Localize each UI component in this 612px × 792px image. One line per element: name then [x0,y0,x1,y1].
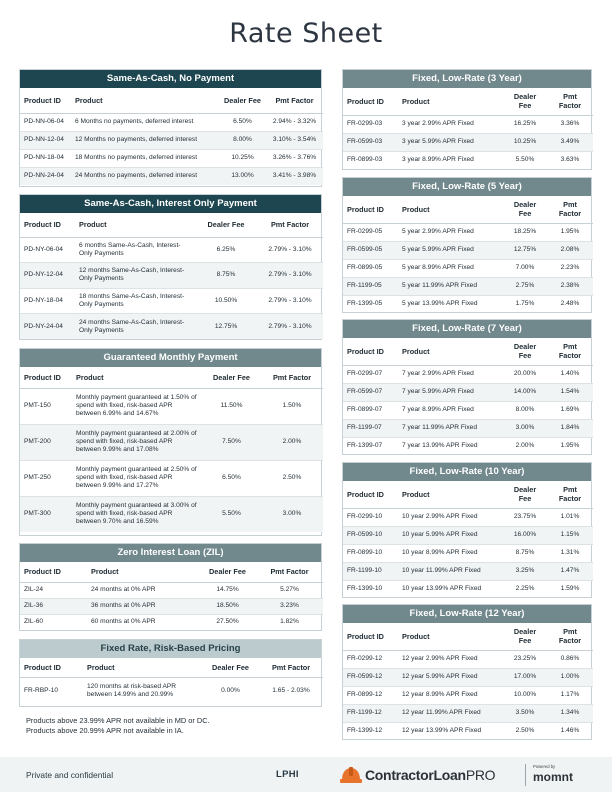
product-id-cell: FR-1199-10 [343,562,398,580]
table-sac-no-payment [19,69,322,187]
product-cell: 12 year 13.99% APR Fixed [402,727,482,735]
col-header: Product [83,658,202,677]
col-header: Product ID [20,213,75,237]
product-cell: 36 months at 0% APR [87,598,199,614]
product-id-cell: PD-NY-18-04 [20,288,75,314]
product-cell: 12 year 2.99% APR Fixed [398,650,503,668]
product-cell: Monthly payment guaranteed at 2.00% of spend with fixed, risk-based APR between 9.99% and 17.08% [72,424,202,460]
dealer-fee-cell: 3.25% [503,562,547,580]
table-row [343,437,593,455]
pmt-factor-cell: 2.00% [261,424,323,460]
page-footer [0,757,612,792]
col-header: Pmt Factor [547,338,593,365]
pmt-factor-cell: 1.40% [547,365,593,383]
product-id-cell: FR-0899-07 [343,401,398,419]
col-header: Dealer Fee [503,623,547,650]
pmt-factor-cell: 3.26% - 3.76% [266,149,323,167]
table-row [343,151,593,169]
table-title: Fixed, Low-Rate (3 Year) [343,70,591,88]
col-header: Product ID [343,88,398,115]
pmt-factor-cell: 2.79% - 3.10% [257,288,323,314]
col-header: Product ID [343,623,398,650]
product-cell: 18 months Same-As-Cash, Interest-Only Payments [75,288,195,314]
pmt-factor-cell: 2.79% - 3.10% [257,263,323,289]
pmt-factor-cell: 5.27% [256,582,323,598]
page-title: Rate Sheet [229,18,383,49]
product-cell: 10 year 11.99% APR Fixed [398,562,503,580]
product-id-cell: PD-NN-12-04 [20,131,71,149]
dealer-fee-cell: 3.50% [503,704,547,722]
table-row [343,580,593,598]
table-row [343,704,593,722]
brand-bold: ContractorLoan [365,767,466,783]
col-header: Product [398,338,503,365]
pmt-factor-cell: 1.46% [560,727,580,735]
dealer-fee-cell: 2.25% [515,585,535,593]
dealer-fee-cell: 14.00% [503,383,547,401]
pmt-factor-cell: 2.38% [547,277,593,295]
footnote: Products above 20.99% APR not available in IA. [26,725,184,735]
table-row [343,115,593,133]
pmt-factor-cell: 3.10% - 3.54% [266,131,323,149]
col-header: Product [398,623,503,650]
pmt-factor-cell: 3.23% [256,598,323,614]
product-cell: 60 months at 0% APR [91,618,156,626]
footnotes [26,716,210,735]
product-cell: 24 months at 0% APR [87,582,199,598]
dealer-fee-cell: 7.00% [503,259,547,277]
dealer-fee-cell: 16.00% [503,526,547,544]
table-zil [19,543,322,631]
table-row [343,562,593,580]
pmt-factor-cell: 1.47% [547,562,593,580]
product-cell: 5 year 8.99% APR Fixed [398,259,503,277]
dealer-fee-cell: 11.50% [202,388,261,424]
dealer-fee-cell: 7.50% [202,424,261,460]
table-row [343,686,593,704]
product-id-cell: FR-0899-12 [343,686,398,704]
table-sac-interest-only [19,194,322,340]
product-cell: Monthly payment guaranteed at 1.50% of spend with fixed, risk-based APR between 6.99% and 14.67% [72,388,202,424]
product-id-cell: PMT-150 [20,388,72,424]
product-cell: 6 Months no payments, deferred interest [71,113,219,131]
table-title: Same-As-Cash, No Payment [20,70,321,88]
col-header: Product [398,481,503,508]
col-header: Dealer Fee [219,88,266,113]
dealer-fee-cell: 5.50% [202,496,261,532]
dealer-fee-cell: 8.00% [219,131,266,149]
col-header: Pmt Factor [261,367,323,388]
table-row [20,131,323,149]
dealer-fee-cell: 8.75% [195,263,257,289]
table-row [343,241,593,259]
product-cell: Monthly payment guaranteed at 3.00% of spend with fixed, risk-based APR between 9.70% and 16.59% [72,496,202,532]
pmt-factor-cell: 1.17% [547,686,593,704]
table-title: Same-As-Cash, Interest Only Payment [20,195,321,213]
product-id-cell: FR-1199-12 [343,704,398,722]
table-row [20,237,323,263]
table-fixed-7-year [342,319,592,455]
dealer-fee-cell: 16.25% [503,115,547,133]
dealer-fee-cell: 2.75% [503,277,547,295]
dealer-fee-cell: 20.00% [503,365,547,383]
col-header: Dealer Fee [202,658,259,677]
product-cell: 18 Months no payments, deferred interest [71,149,219,167]
col-header: Dealer Fee [199,562,256,582]
col-header: Product ID [343,338,398,365]
col-header: Product ID [343,481,398,508]
footer-code: LPHI [276,769,299,780]
product-id-cell: FR-1399-12 [347,727,383,735]
product-id-cell: PD-NN-06-04 [20,113,71,131]
dealer-fee-cell: 17.00% [503,668,547,686]
product-cell: 10 year 5.99% APR Fixed [398,526,503,544]
product-cell: 12 year 8.99% APR Fixed [398,686,503,704]
pmt-factor-cell: 1.00% [547,668,593,686]
product-id-cell: FR-0299-10 [343,508,398,526]
footnote: Products above 23.99% APR not available in MD or DC. [26,716,210,725]
col-header: Dealer Fee [503,196,547,223]
table-title: Fixed Rate, Risk-Based Pricing [20,640,321,658]
col-header: Product [72,367,202,388]
table-row [20,424,323,460]
dealer-fee-cell: 2.00% [515,442,535,450]
product-id-cell: FR-1399-05 [347,300,383,308]
dealer-fee-cell: 6.25% [195,237,257,263]
table-row [343,650,593,668]
pmt-factor-cell: 1.65 - 2.03% [272,687,310,695]
pmt-factor-cell: 1.54% [547,383,593,401]
table-row [20,388,323,424]
col-header: Product [398,88,503,115]
pmt-factor-cell: 1.15% [547,526,593,544]
product-cell: 24 months Same-As-Cash, Interest-Only Payments [75,314,195,340]
product-cell: 12 months Same-As-Cash, Interest-Only Payments [75,263,195,289]
dealer-fee-cell: 12.75% [503,241,547,259]
col-header: Product ID [20,367,72,388]
col-header: Dealer Fee [503,338,547,365]
table-row [20,263,323,289]
table-row [343,668,593,686]
pmt-factor-cell: 3.36% [547,115,593,133]
product-id-cell: PD-NY-12-04 [20,263,75,289]
momnt-logo: momnt [533,770,573,784]
product-id-cell: ZIL-24 [20,582,87,598]
pmt-factor-cell: 3.41% - 3.98% [266,167,323,185]
pmt-factor-cell: 1.34% [547,704,593,722]
table-row [343,508,593,526]
product-cell: 5 year 2.99% APR Fixed [398,223,503,241]
table-fixed-5-year [342,177,592,313]
table-row [343,295,593,313]
table-row [343,277,593,295]
table-row [343,722,593,740]
col-header: Pmt Factor [256,562,323,582]
pmt-factor-cell: 2.23% [547,259,593,277]
pmt-factor-cell: 1.82% [280,618,299,626]
col-header: Dealer Fee [503,88,547,115]
pmt-factor-cell: 1.84% [547,419,593,437]
dealer-fee-cell: 27.50% [216,618,239,626]
product-id-cell: FR-RBP-10 [24,687,59,695]
product-cell: 12 year 11.99% APR Fixed [398,704,503,722]
col-header: Pmt Factor [547,623,593,650]
product-id-cell: FR-0299-03 [343,115,398,133]
product-id-cell: FR-0599-12 [343,668,398,686]
product-cell: 6 months Same-As-Cash, Interest-Only Payments [75,237,195,263]
dealer-fee-cell: 5.50% [515,156,535,164]
table-row [343,401,593,419]
dealer-fee-cell: 23.25% [503,650,547,668]
pmt-factor-cell: 2.79% - 3.10% [257,314,323,340]
dealer-fee-cell: 8.00% [503,401,547,419]
product-cell: 3 year 8.99% APR Fixed [402,156,474,164]
product-id-cell: FR-1199-07 [343,419,398,437]
table-title: Guaranteed Monthly Payment [20,349,321,367]
dealer-fee-cell: 18.25% [503,223,547,241]
product-cell: 12 year 5.99% APR Fixed [398,668,503,686]
table-row [20,149,323,167]
col-header: Dealer Fee [202,367,261,388]
product-cell: 7 year 2.99% APR Fixed [398,365,503,383]
col-header: Product [71,88,219,113]
dealer-fee-cell: 10.50% [195,288,257,314]
col-header: Product [75,213,195,237]
pmt-factor-cell: 3.00% [261,496,323,532]
table-row [343,223,593,241]
dealer-fee-cell: 10.25% [219,149,266,167]
pmt-factor-cell: 1.31% [547,544,593,562]
pmt-factor-cell: 1.95% [560,442,580,450]
product-id-cell: FR-0599-05 [343,241,398,259]
table-row [343,419,593,437]
table-row [343,259,593,277]
dealer-fee-cell: 0.00% [221,687,240,695]
col-header: Dealer Fee [195,213,257,237]
table-row [343,383,593,401]
table-row [343,365,593,383]
product-cell: 120 months at risk-based APR between 14.99% and 20.99% [87,683,177,699]
product-cell: 7 year 13.99% APR Fixed [402,442,478,450]
dealer-fee-cell: 1.75% [515,300,535,308]
col-header: Dealer Fee [503,481,547,508]
product-id-cell: FR-0599-10 [343,526,398,544]
product-cell: 3 year 5.99% APR Fixed [398,133,503,151]
table-row [343,133,593,151]
product-id-cell: ZIL-36 [20,598,87,614]
product-id-cell: FR-0899-03 [347,156,383,164]
table-row [343,526,593,544]
product-id-cell: FR-0299-07 [343,365,398,383]
dealer-fee-cell: 10.00% [503,686,547,704]
table-row [343,544,593,562]
hard-hat-icon [340,766,362,784]
col-header: Pmt Factor [257,213,323,237]
product-cell: 12 Months no payments, deferred interest [71,131,219,149]
product-id-cell: ZIL-60 [24,618,44,626]
pmt-factor-cell: 0.86% [547,650,593,668]
table-title: Fixed, Low-Rate (10 Year) [343,463,591,481]
table-row [20,167,323,185]
pmt-factor-cell: 1.59% [560,585,580,593]
pmt-factor-cell: 1.95% [547,223,593,241]
product-id-cell: FR-1199-05 [343,277,398,295]
logo-divider [525,764,526,786]
product-id-cell: FR-1399-10 [347,585,383,593]
table-title: Zero Interest Loan (ZIL) [20,544,321,562]
product-id-cell: PD-NN-18-04 [20,149,71,167]
table-fixed-12-year [342,604,592,740]
product-cell: Monthly payment guaranteed at 2.50% of spend with fixed, risk-based APR between 9.99% and 17.27% [72,460,202,496]
dealer-fee-cell: 6.50% [219,113,266,131]
dealer-fee-cell: 3.00% [503,419,547,437]
product-cell: 5 year 11.99% APR Fixed [398,277,503,295]
table-row [20,288,323,314]
dealer-fee-cell: 18.50% [199,598,256,614]
col-header: Product ID [20,658,83,677]
pmt-factor-cell: 1.69% [547,401,593,419]
dealer-fee-cell: 13.00% [219,167,266,185]
col-header: Pmt Factor [266,88,323,113]
product-id-cell: FR-0899-05 [343,259,398,277]
table-title: Fixed, Low-Rate (12 Year) [343,605,591,623]
product-id-cell: PMT-250 [20,460,72,496]
table-row [20,582,323,598]
product-cell: 5 year 5.99% APR Fixed [398,241,503,259]
product-cell: 10 year 8.99% APR Fixed [398,544,503,562]
product-cell: 10 year 13.99% APR Fixed [402,585,482,593]
pmt-factor-cell: 2.94% - 3.32% [266,113,323,131]
col-header: Product ID [343,196,398,223]
pmt-factor-cell: 1.50% [261,388,323,424]
pmt-factor-cell: 3.49% [547,133,593,151]
table-title: Fixed, Low-Rate (5 Year) [343,178,591,196]
product-cell: 3 year 2.99% APR Fixed [398,115,503,133]
product-cell: 10 year 2.99% APR Fixed [398,508,503,526]
product-id-cell: PMT-200 [20,424,72,460]
contractor-loan-pro-logo [340,765,495,785]
table-fixed-10-year [342,462,592,598]
dealer-fee-cell: 6.50% [202,460,261,496]
col-header: Pmt Factor [547,88,593,115]
product-id-cell: FR-0899-10 [343,544,398,562]
table-row [20,598,323,614]
table-row [20,614,323,630]
product-cell: 7 year 8.99% APR Fixed [398,401,503,419]
table-guaranteed-payment [19,348,322,536]
product-id-cell: PD-NN-24-04 [20,167,71,185]
product-id-cell: FR-0599-03 [343,133,398,151]
pmt-factor-cell: 1.01% [547,508,593,526]
product-id-cell: FR-1399-07 [347,442,383,450]
table-fixed-3-year [342,69,592,170]
col-header: Pmt Factor [547,196,593,223]
col-header: Product ID [20,88,71,113]
dealer-fee-cell: 12.75% [195,314,257,340]
product-id-cell: FR-0599-07 [343,383,398,401]
col-header: Product [87,562,199,582]
col-header: Pmt Factor [259,658,323,677]
table-risk-based [19,639,322,707]
pmt-factor-cell: 2.48% [560,300,580,308]
col-header: Product [398,196,503,223]
pmt-factor-cell: 2.79% - 3.10% [257,237,323,263]
dealer-fee-cell: 14.75% [199,582,256,598]
product-id-cell: FR-0299-12 [343,650,398,668]
pmt-factor-cell: 2.50% [261,460,323,496]
product-cell: 7 year 5.99% APR Fixed [398,383,503,401]
product-cell: 7 year 11.99% APR Fixed [398,419,503,437]
table-row [20,496,323,532]
table-row [20,314,323,340]
dealer-fee-cell: 8.75% [503,544,547,562]
product-id-cell: PD-NY-06-04 [20,237,75,263]
dealer-fee-cell: 10.25% [503,133,547,151]
dealer-fee-cell: 23.75% [503,508,547,526]
product-id-cell: PD-NY-24-04 [20,314,75,340]
product-id-cell: FR-0299-05 [343,223,398,241]
product-cell: 5 year 13.99% APR Fixed [402,300,478,308]
powered-by-label: Powered by [533,764,556,769]
col-header: Product ID [20,562,87,582]
confidential-label: Private and confidential [26,770,114,780]
pmt-factor-cell: 3.63% [560,156,580,164]
brand-light: PRO [465,767,496,783]
product-cell: 24 Months no payments, deferred interest [71,167,219,185]
table-title: Fixed, Low-Rate (7 Year) [343,320,591,338]
table-row [20,113,323,131]
product-id-cell: PMT-300 [20,496,72,532]
dealer-fee-cell: 2.50% [515,727,535,735]
table-row [20,677,323,705]
pmt-factor-cell: 2.08% [547,241,593,259]
table-row [20,460,323,496]
col-header: Pmt Factor [547,481,593,508]
